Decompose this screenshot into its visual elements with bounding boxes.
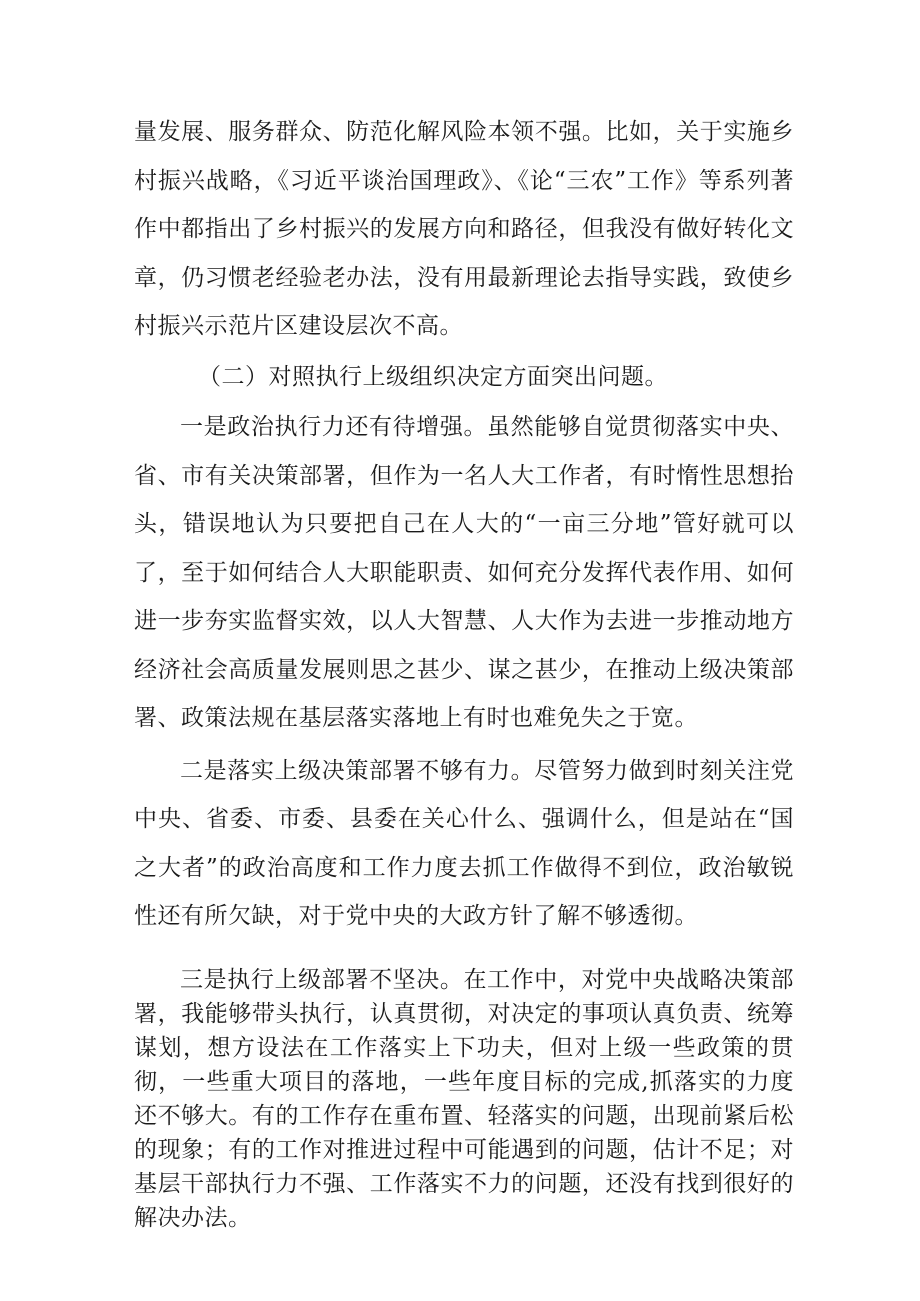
section-heading: （二）对照执行上级组织决定方面突出问题。 [198, 363, 668, 390]
paragraph-point-two: 二是落实上级决策部署不够有力。尽管努力做到时刻关注党中央、省委、市委、县委在关心什么、强调什么，但是站在“国之大者”的政治高度和工作力度去抓工作做得不到位，政治敏锐性还有所欠缺，对于党中央的大政方针了解不够透彻。 [134, 757, 794, 929]
paragraph-point-one: 一是政治执行力还有待增强。虽然能够自觉贯彻落实中央、省、市有关决策部署，但作为一名人大工作者，有时惰性思想抬头，错误地认为只要把自己在人大的“一亩三分地”管好就可以了，至于如何结合人大职能职责、如何充分发挥代表作用、如何进一步夯实监督实效，以人大智慧、人大作为去进一步推动地方经济社会高质量发展则思之甚少、谋之甚少，在推动上级决策部署、政策法规在基层落实落地上有时也难免失之于宽。 [134, 414, 794, 731]
document-body [134, 108, 794, 1235]
paragraph-continuation: 量发展、服务群众、防范化解风险本领不强。比如，关于实施乡村振兴战略，《习近平谈治国理政》、《论“三农”工作》等系列著作中都指出了乡村振兴的发展方向和路径，但我没有做好转化文章，仍习惯老经验老办法，没有用最新理论去指导实践，致使乡村振兴示范片区建设层次不高。 [134, 119, 794, 339]
paragraph-point-three: 三是执行上级部署不坚决。在工作中，对党中央战略决策部署，我能够带头执行，认真贯彻，对决定的事项认真负责、统筹谋划，想方设法在工作落实上下功夫，但对上级一些政策的贯彻，一些重大项目的落地，一些年度目标的完成,抓落实的力度还不够大。有的工作存在重布置、轻落实的问题，出现前紧后松的现象；有的工作对推进过程中可能遇到的问题，估计不足；对基层干部执行力不强、工作落实不力的问题，还没有找到很好的解决办法。 [134, 966, 794, 1231]
